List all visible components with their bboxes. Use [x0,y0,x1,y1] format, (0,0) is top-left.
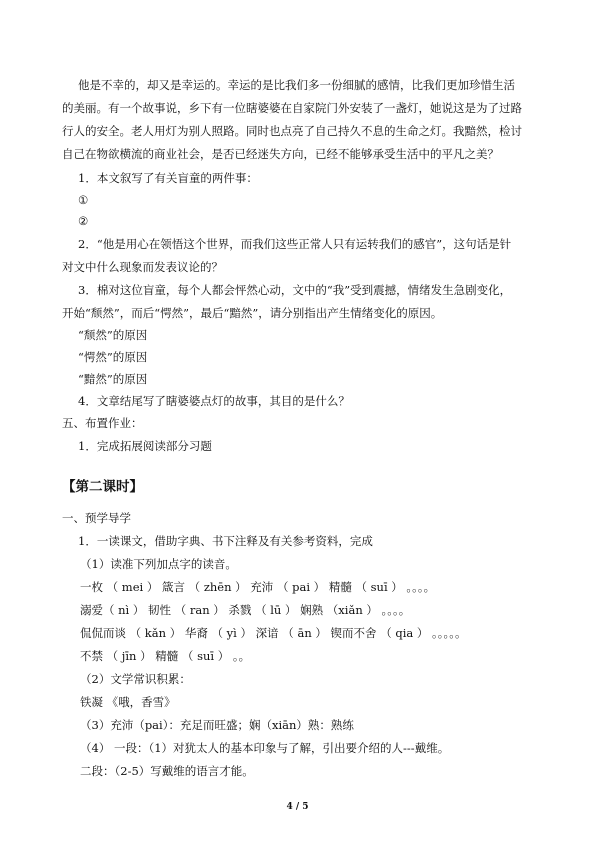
paragraph-line: 行人的安全。老人用灯为别人照路。同时也点亮了自己持久不息的生命之灯。我黯然，检讨 [62,124,522,138]
pinyin-line: 不禁 （ jīn ） 精髓 （ suī ） 。。 [80,649,251,663]
vocab-note: （3）充沛（pai）：充足而旺盛；娴（xiān）熟：熟练 [80,718,354,732]
section-heading: 一、预学导学 [62,511,131,525]
answer-label: “愕然”的原因 [78,350,148,364]
answer-label: “颓然”的原因 [78,328,148,342]
literature-note: 铁凝 《哦，香雪》 [80,695,176,709]
task-line: （2）文学常识积累： [80,672,191,686]
question-line: 开始“颓然”，而后“愕然”，最后“黯然”，请分别指出产生情绪变化的原因。 [62,306,443,320]
pinyin-line: 溺爱（ nì ） 韧性 （ ran ） 杀戮 （ lū ） 娴熟 （xiǎn ） 。。。。 [80,603,411,617]
paragraph-line: 的美丽。有一个故事说，乡下有一位瞎婆婆在自家院门外安装了一盏灯，她说这是为了过路 [62,101,522,115]
lesson-heading: 【第二课时】 [62,479,143,495]
answer-slot: ② [78,214,89,228]
question-line: 3．棉对这位盲童，每个人都会怦然心动，文中的“我”受到震撼，情绪发生急剧变化， [78,283,512,297]
paragraph-line: 自己在物欲横流的商业社会，是否已经迷失方向，已经不能够承受生活中的平凡之美？ [62,147,499,161]
task-line: 1．完成拓展阅读部分习题 [78,439,212,453]
question-line: 对文中什么现象而发表议论的？ [62,260,223,274]
task-line: 1．一读课文，借助字典、书下注释及有关参考资料，完成 [78,534,373,548]
question-line: 1．本文叙写了有关盲童的两件事： [78,171,258,185]
question-line: 4．文章结尾写了瞎婆婆点灯的故事，其目的是什么？ [78,394,350,408]
paragraph-line: 他是不幸的，却又是幸运的。幸运的是比我们多一份细腻的感情，比我们更加珍惜生活 [78,78,515,92]
pinyin-line: 一枚 （ mei ） 箴言 （ zhēn ） 充沛 （ pai ） 精髓 （ suī ） 。。。。 [80,580,436,594]
answer-label: “黯然”的原因 [78,372,148,386]
pinyin-line: 侃侃而谈 （ kǎn ） 华裔 （ yì ） 深谙 （ ān ） 锲而不舍 （ qia ） 。。。。。 [80,626,467,640]
answer-slot: ① [78,193,89,207]
task-line: （1）读准下列加点字的读音。 [80,557,237,571]
outline-line: （4） 一段：（1）对犹太人的基本印象与了解，引出要介绍的人---戴维。 [80,741,450,755]
outline-line: 二段：（2-5）写戴维的语言才能。 [80,764,254,778]
question-line: 2．“他是用心在领悟这个世界，而我们这些正常人只有运转我们的感官”，这句话是针 [78,237,512,251]
section-heading: 五、布置作业： [62,416,143,430]
page-number: 4 / 5 [286,802,309,812]
